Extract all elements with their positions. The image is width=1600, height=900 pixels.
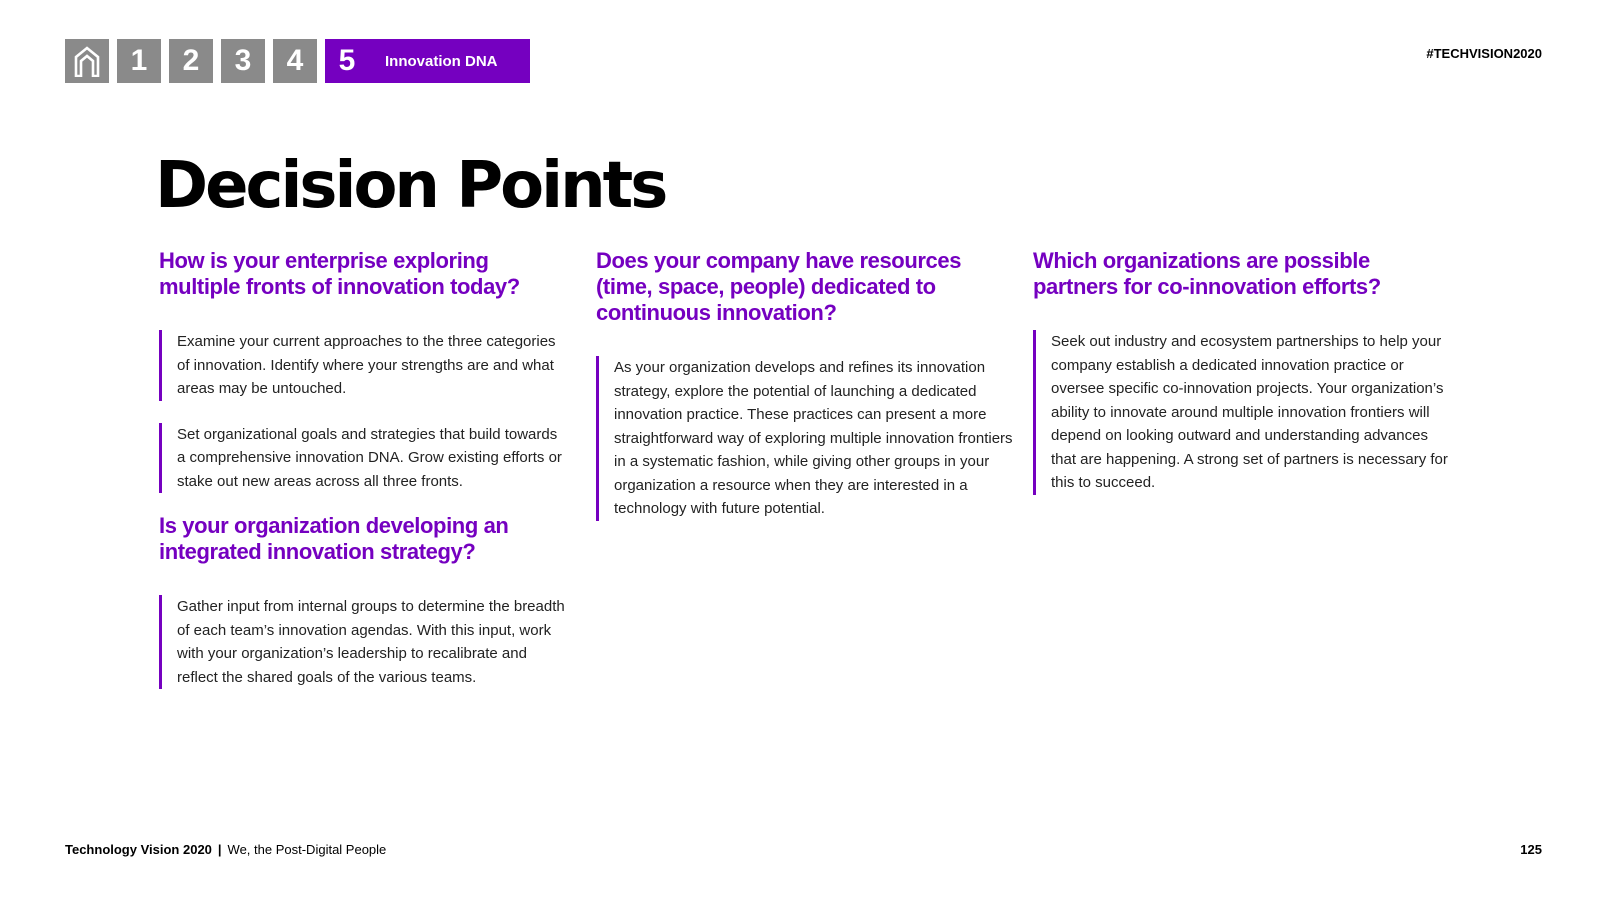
question-heading: Does your company have resources (time, space, people) dedicated to continuous innovation? bbox=[596, 248, 962, 325]
footer-subtitle: We, the Post-Digital People bbox=[227, 842, 387, 857]
footer-brand: Technology Vision 2020 bbox=[65, 842, 212, 857]
body-paragraph: Gather input from internal groups to determine the breadth of each team’s innovation agendas. With this input, work with your organization’s leadership to recalibrate and reflect the shared goals of the various teams. bbox=[159, 595, 569, 689]
body-paragraph: Seek out industry and ecosystem partnerships to help your company establish a dedicated innovation practice or oversee specific co-innovation projects. Your organization’s ability to innovate around multiple innovation frontiers will depend on looking outward and understanding advances that are happening. A strong set of partners is necessary for this to succeed. bbox=[1033, 330, 1453, 495]
nav-section-2[interactable]: 2 bbox=[169, 39, 213, 83]
home-nav-button[interactable] bbox=[65, 39, 109, 83]
body-paragraph: As your organization develops and refines its innovation strategy, explore the potential of launching a dedicated innovation practice. These practices can present a more straightforward way of exploring multiple innovation frontiers in a systematic fashion, while giving other groups in your organization a resource when they are interested in a technology with future potential. bbox=[596, 356, 1016, 521]
question-heading: Is your organization developing an integrated innovation strategy? bbox=[159, 513, 509, 564]
body-paragraph: Set organizational goals and strategies that build towards a comprehensive innovation DNA. Grow existing efforts or stake out new areas across all three fronts. bbox=[159, 423, 569, 494]
question-heading: Which organizations are possible partners for co-innovation efforts? bbox=[1033, 248, 1381, 299]
page-title: Decision Points bbox=[155, 149, 666, 223]
section-nav bbox=[65, 39, 530, 83]
page-number: 125 bbox=[1520, 842, 1542, 857]
column-2 bbox=[596, 248, 1016, 521]
column-1 bbox=[159, 248, 569, 689]
nav-section-4[interactable]: 4 bbox=[273, 39, 317, 83]
body-paragraph: Examine your current approaches to the three categories of innovation. Identify where your strengths are and what areas may be untouched. bbox=[159, 330, 569, 401]
footer bbox=[65, 842, 386, 857]
nav-section-1[interactable]: 1 bbox=[117, 39, 161, 83]
footer-separator: | bbox=[217, 842, 222, 857]
nav-section-5-active[interactable] bbox=[325, 39, 530, 83]
column-3 bbox=[1033, 248, 1453, 495]
nav-section-3[interactable]: 3 bbox=[221, 39, 265, 83]
nav-active-label: Innovation DNA bbox=[385, 52, 498, 70]
question-heading: How is your enterprise exploring multiple fronts of innovation today? bbox=[159, 248, 520, 299]
home-icon bbox=[73, 45, 101, 77]
nav-active-number: 5 bbox=[338, 44, 356, 77]
hashtag: #TECHVISION2020 bbox=[1426, 46, 1542, 61]
